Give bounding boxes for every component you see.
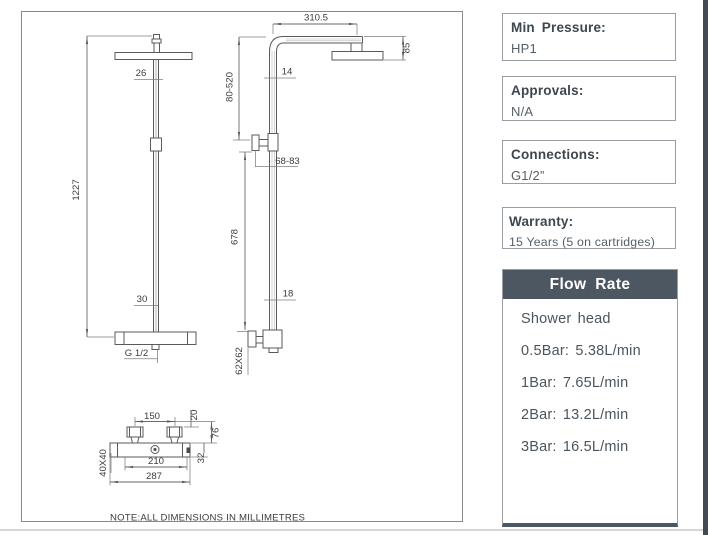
spec-value-min-pressure: HP1 [511,41,537,56]
dim-upper-pipe-side: 14 [281,66,293,78]
spec-box-connections [502,140,676,184]
valve-outlet [152,345,159,350]
dim-height-adjust: 80-520 [224,72,236,102]
dim-overall-width: 287 [145,471,163,482]
flow-rate-box [502,269,678,527]
wall-bracket-clamp [268,134,278,152]
wall-inlet-flange [248,331,256,347]
side-view [248,37,383,353]
flow-rate-title: Flow Rate [503,270,677,299]
dim-lower-pipe-front: 30 [136,294,148,305]
pipe-coupling [151,138,162,151]
flow-rate-row: 1Bar: 7.65L/min [521,375,629,391]
spec-value-warranty: 15 Years (5 on cartridges) [509,235,656,249]
dim-wall-plate: 62X62 [234,347,245,375]
dim-handle-top: 20 [189,409,200,421]
valve-detail-view [110,427,191,457]
dim-body-section: 40X40 [98,449,109,477]
side-view-dimensions [225,13,413,376]
dim-valve-height: 76 [210,427,222,439]
spec-value-approvals: N/A [511,104,534,119]
dimensions-note: NOTE:ALL DIMENSIONS IN MILLIMETRES [110,512,306,524]
shower-head-side [332,52,383,61]
dim-bracket-reach: 68-83 [275,156,300,167]
spec-label-min-pressure: Min Pressure: [511,20,606,35]
flow-rate-row: 0.5Bar: 5.38L/min [521,343,641,359]
dim-lower-pipe-side: 18 [282,288,294,300]
page-bottom-rule [0,529,703,531]
valve-body-front [115,332,196,345]
flow-rate-body [503,299,677,463]
spec-label-connections: Connections: [511,147,600,162]
spec-label-approvals: Approvals: [511,83,584,98]
drawing-border [22,12,463,522]
valve-bar [110,443,190,457]
dim-body-drop: 32 [196,452,207,464]
dim-lower-section: 678 [229,228,241,246]
flow-rate-row: 3Bar: 16.5L/min [521,439,629,455]
dim-outlet-thread: G 1/2 [124,348,149,359]
spec-value-connections: G1/2” [511,168,545,183]
dim-upper-pipe-front: 26 [135,68,147,79]
dim-arm-reach: 310.5 [303,12,329,24]
wall-inlet-body [263,330,282,348]
dim-fixing-centres: 210 [147,456,165,467]
shower-head-front [115,53,192,60]
dim-handle-centres: 150 [143,411,161,422]
dim-overall-height: 1227 [71,179,82,201]
riser-pipe-front [154,60,159,333]
flow-rate-row: 2Bar: 13.2L/min [521,407,629,423]
spec-box-approvals [502,76,676,121]
spec-label-warranty: Warranty: [509,214,574,229]
dim-head-drop: 85 [401,42,413,54]
valve-outlet-mark [187,448,191,454]
flow-rate-subtitle: Shower head [521,311,611,327]
spec-box-min-pressure [502,13,676,61]
wall-bracket-flange [252,135,259,151]
page-edge-bar [703,0,708,535]
front-view-dimensions [71,36,163,363]
front-view [115,35,196,350]
spec-box-warranty [502,207,676,249]
